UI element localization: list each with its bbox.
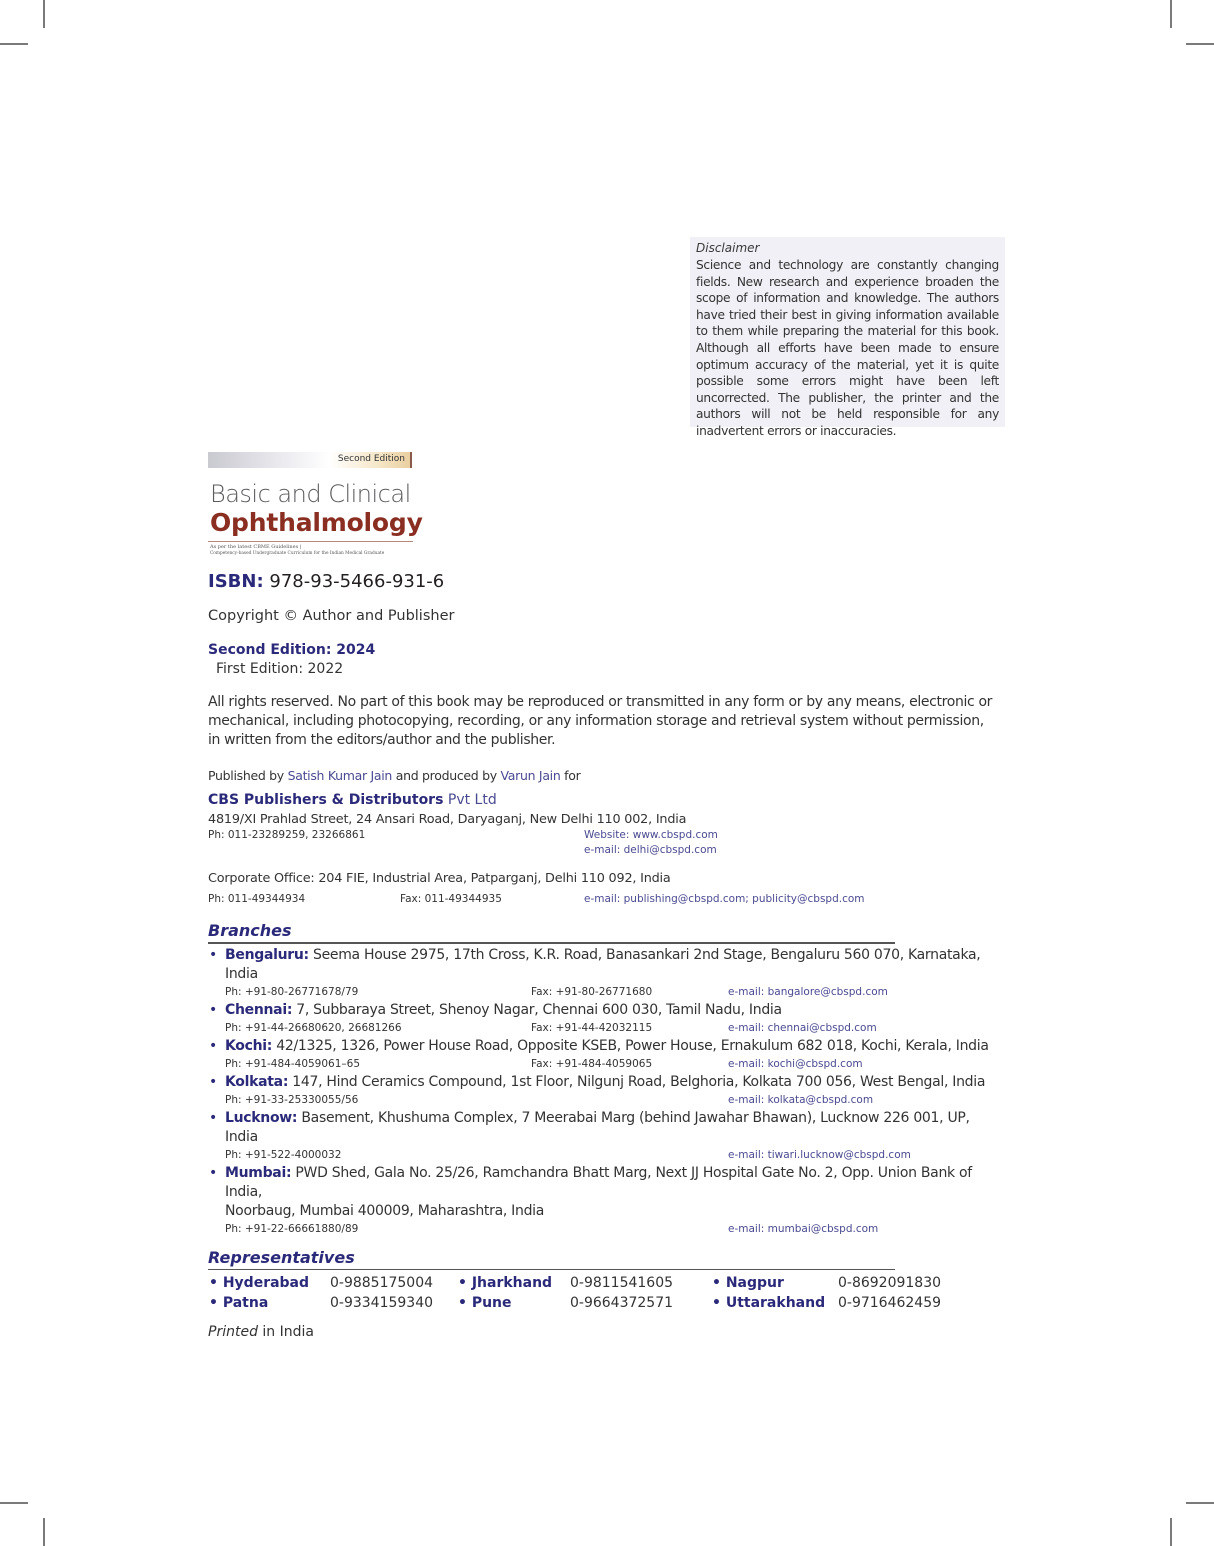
branch-fax: Fax: +91-80-26771680	[531, 985, 653, 998]
branch-list	[208, 946, 998, 1238]
bullet-icon: •	[209, 1037, 217, 1054]
branch-phone: Ph: +91-33-25330055/56	[225, 1093, 359, 1106]
branch-item-chennai	[208, 1001, 998, 1037]
book-subtitle-line1: As per the latest CBME Guidelines |	[210, 544, 302, 550]
rep-city: Patna	[222, 1295, 269, 1311]
rights-statement: All rights reserved. No part of this book may be reproduced or transmitted in any form or by any means, electronic or mechanical, including photocopying, recording, or any information storage and retrieval system without permission, in written from the editors/author and the publisher.	[208, 694, 993, 748]
rep-item	[209, 1293, 268, 1313]
rep-item	[458, 1273, 552, 1293]
imprint-content	[208, 570, 998, 1341]
branch-address: Basement, Khushuma Complex, 7 Meerabai Marg (behind Jawahar Bhawan), Lucknow 226 001, UP, India	[225, 1109, 970, 1145]
branch-email[interactable]: e-mail: bangalore@cbspd.com	[728, 985, 888, 998]
branch-address-continued: Noorbaug, Mumbai 400009, Maharashtra, India	[225, 1202, 545, 1219]
rep-phone: 0-9716462459	[838, 1295, 942, 1311]
printed-label: Printed	[208, 1324, 258, 1340]
branch-phone: Ph: +91-484-4059061–65	[225, 1057, 361, 1070]
branch-city: Mumbai:	[225, 1164, 292, 1181]
branch-city: Lucknow:	[225, 1109, 298, 1126]
second-edition: Second Edition: 2024	[208, 642, 376, 658]
representatives-row	[208, 1293, 998, 1313]
rep-city: Pune	[471, 1295, 512, 1311]
branch-phone: Ph: +91-522-4000032	[225, 1148, 342, 1161]
branch-fax: Fax: +91-44-42032115	[531, 1021, 653, 1034]
crop-mark-bottom-right-v	[1170, 1518, 1172, 1546]
bullet-icon: •	[209, 1109, 217, 1126]
bullet-icon: •	[209, 946, 217, 963]
branch-address: 42/1325, 1326, Power House Road, Opposite KSEB, Power House, Ernakulum 682 018, Kochi, Kerala, India	[272, 1037, 989, 1054]
rep-phone: 0-9811541605	[570, 1275, 674, 1291]
branch-address: Seema House 2975, 17th Cross, K.R. Road, Banasankari 2nd Stage, Bengaluru 560 070, Karnataka, India	[225, 946, 981, 982]
branch-email[interactable]: e-mail: kolkata@cbspd.com	[728, 1093, 874, 1106]
rep-item	[712, 1293, 825, 1313]
disclaimer-title: Disclaimer	[696, 241, 760, 255]
representatives-rule	[208, 1269, 895, 1271]
printed-in	[208, 1323, 998, 1341]
crop-mark-top-right-h	[1186, 43, 1214, 45]
book-title-line2: Ophthalmology	[210, 508, 423, 537]
branch-item-kolkata	[208, 1073, 998, 1109]
published-by	[208, 767, 998, 784]
branch-address: 7, Subbaraya Street, Shenoy Nagar, Chennai 600 030, Tamil Nadu, India	[292, 1001, 782, 1018]
branches-heading: Branches	[208, 921, 292, 940]
disclaimer-box	[690, 237, 1005, 438]
corporate-phone: Ph: 011-49344934	[208, 893, 306, 905]
edition-band-label: Second Edition	[337, 454, 405, 464]
branch-city: Chennai:	[225, 1001, 293, 1018]
crop-mark-bottom-left-h	[0, 1502, 28, 1504]
rep-item	[209, 1273, 309, 1293]
bullet-icon: •	[209, 1073, 217, 1090]
book-logo	[208, 452, 423, 560]
isbn-label: ISBN:	[208, 571, 264, 592]
crop-mark-top-right-v	[1170, 0, 1172, 28]
book-subtitle-line2: Competency-based Undergraduate Curriculum for the Indian Medical Graduate	[210, 551, 385, 556]
corporate-contact-row	[208, 892, 998, 907]
company-name	[208, 791, 998, 809]
published-by-suffix: for	[564, 768, 581, 783]
bullet-icon: •	[209, 1001, 217, 1018]
branch-item-kochi	[208, 1037, 998, 1073]
rep-phone: 0-8692091830	[838, 1275, 942, 1291]
branch-item-bengaluru	[208, 946, 998, 1001]
rep-city: Hyderabad	[222, 1275, 310, 1291]
branch-phone: Ph: +91-80-26771678/79	[225, 985, 359, 998]
published-by-prefix: Published by	[208, 768, 284, 783]
isbn-value: 978-93-5466-931-6	[269, 571, 445, 592]
branch-address: PWD Shed, Gala No. 25/26, Ramchandra Bhatt Marg, Next JJ Hospital Gate No. 2, Opp. Union Bank of India,	[225, 1164, 972, 1200]
representatives-heading: Representatives	[208, 1247, 355, 1267]
corporate-fax: Fax: 011-49344935	[400, 893, 502, 905]
crop-mark-top-left-v	[43, 0, 45, 28]
bullet-icon: •	[209, 1164, 217, 1181]
company-address: 4819/XI Prahlad Street, 24 Ansari Road, Daryaganj, New Delhi 110 002, India	[208, 812, 687, 827]
branch-phone: Ph: +91-44-26680620, 26681266	[225, 1021, 402, 1034]
corporate-office-address: Corporate Office: 204 FIE, Industrial Area, Patparganj, Delhi 110 092, India	[208, 871, 671, 886]
rep-item	[712, 1273, 784, 1293]
rep-city: Nagpur	[725, 1275, 784, 1291]
branch-phone: Ph: +91-22-66661880/89	[225, 1222, 359, 1235]
bullet-icon: •	[209, 1295, 218, 1311]
rep-city: Jharkhand	[471, 1275, 553, 1291]
branch-email[interactable]: e-mail: mumbai@cbspd.com	[728, 1222, 879, 1235]
branch-city: Kochi:	[225, 1037, 273, 1054]
branch-address: 147, Hind Ceramics Compound, 1st Floor, Nilgunj Road, Belghoria, Kolkata 700 056, West Bengal, India	[288, 1073, 986, 1090]
branch-city: Kolkata:	[225, 1073, 289, 1090]
crop-mark-top-left-h	[0, 43, 28, 45]
branch-city: Bengaluru:	[225, 946, 309, 963]
disclaimer-body: Science and technology are constantly changing fields. New research and experience broaden the scope of information and knowledge. The authors have tried their best in giving information available to them while preparing the material for this book. Although all efforts have been made to ensure optimum accuracy of the material, yet it is quite possible some errors might have been left uncorrected. The publisher, the printer and the authors will not be held responsible for any inadvertent errors or inaccuracies.	[696, 258, 999, 438]
representatives-list	[208, 1273, 998, 1313]
rep-item	[458, 1293, 512, 1313]
rep-phone: 0-9334159340	[330, 1295, 434, 1311]
branch-email[interactable]: e-mail: chennai@cbspd.com	[728, 1021, 877, 1034]
bullet-icon: •	[712, 1295, 721, 1311]
company-website[interactable]: Website: www.cbspd.com	[584, 829, 718, 841]
company-name-main: CBS Publishers & Distributors	[208, 792, 444, 808]
company-contact-row	[208, 828, 998, 843]
rep-phone: 0-9664372571	[570, 1295, 674, 1311]
producer-name: Varun Jain	[500, 768, 561, 783]
edition-band	[208, 452, 412, 468]
company-phone: Ph: 011-23289259, 23266861	[208, 829, 366, 841]
published-by-middle: and produced by	[395, 768, 497, 783]
branch-email[interactable]: e-mail: tiwari.lucknow@cbspd.com	[728, 1148, 911, 1161]
branch-item-mumbai	[208, 1164, 998, 1238]
company-email[interactable]: e-mail: delhi@cbspd.com	[584, 844, 717, 856]
bullet-icon: •	[712, 1275, 721, 1291]
branch-email[interactable]: e-mail: kochi@cbspd.com	[728, 1057, 863, 1070]
publisher-name: Satish Kumar Jain	[287, 768, 393, 783]
branch-fax: Fax: +91-484-4059065	[531, 1057, 653, 1070]
company-email-row	[208, 843, 998, 858]
bullet-icon: •	[458, 1275, 467, 1291]
printed-country: in India	[257, 1324, 314, 1340]
branches-rule	[208, 942, 895, 944]
copyright-notice: Copyright © Author and Publisher	[208, 608, 455, 624]
book-title-line1: Basic and Clinical	[210, 480, 411, 508]
rep-city: Uttarakhand	[725, 1295, 826, 1311]
bullet-icon: •	[458, 1295, 467, 1311]
representatives-row	[208, 1273, 998, 1293]
branch-item-lucknow	[208, 1109, 998, 1164]
corporate-email[interactable]: e-mail: publishing@cbspd.com; publicity@cbspd.com	[584, 893, 865, 905]
first-edition: First Edition: 2022	[216, 661, 344, 677]
bullet-icon: •	[209, 1275, 218, 1291]
crop-mark-bottom-right-h	[1186, 1502, 1214, 1504]
logo-divider	[208, 541, 413, 542]
crop-mark-bottom-left-v	[43, 1518, 45, 1546]
company-name-suffix: Pvt Ltd	[447, 792, 497, 808]
rep-phone: 0-9885175004	[330, 1275, 434, 1291]
isbn	[208, 570, 998, 594]
